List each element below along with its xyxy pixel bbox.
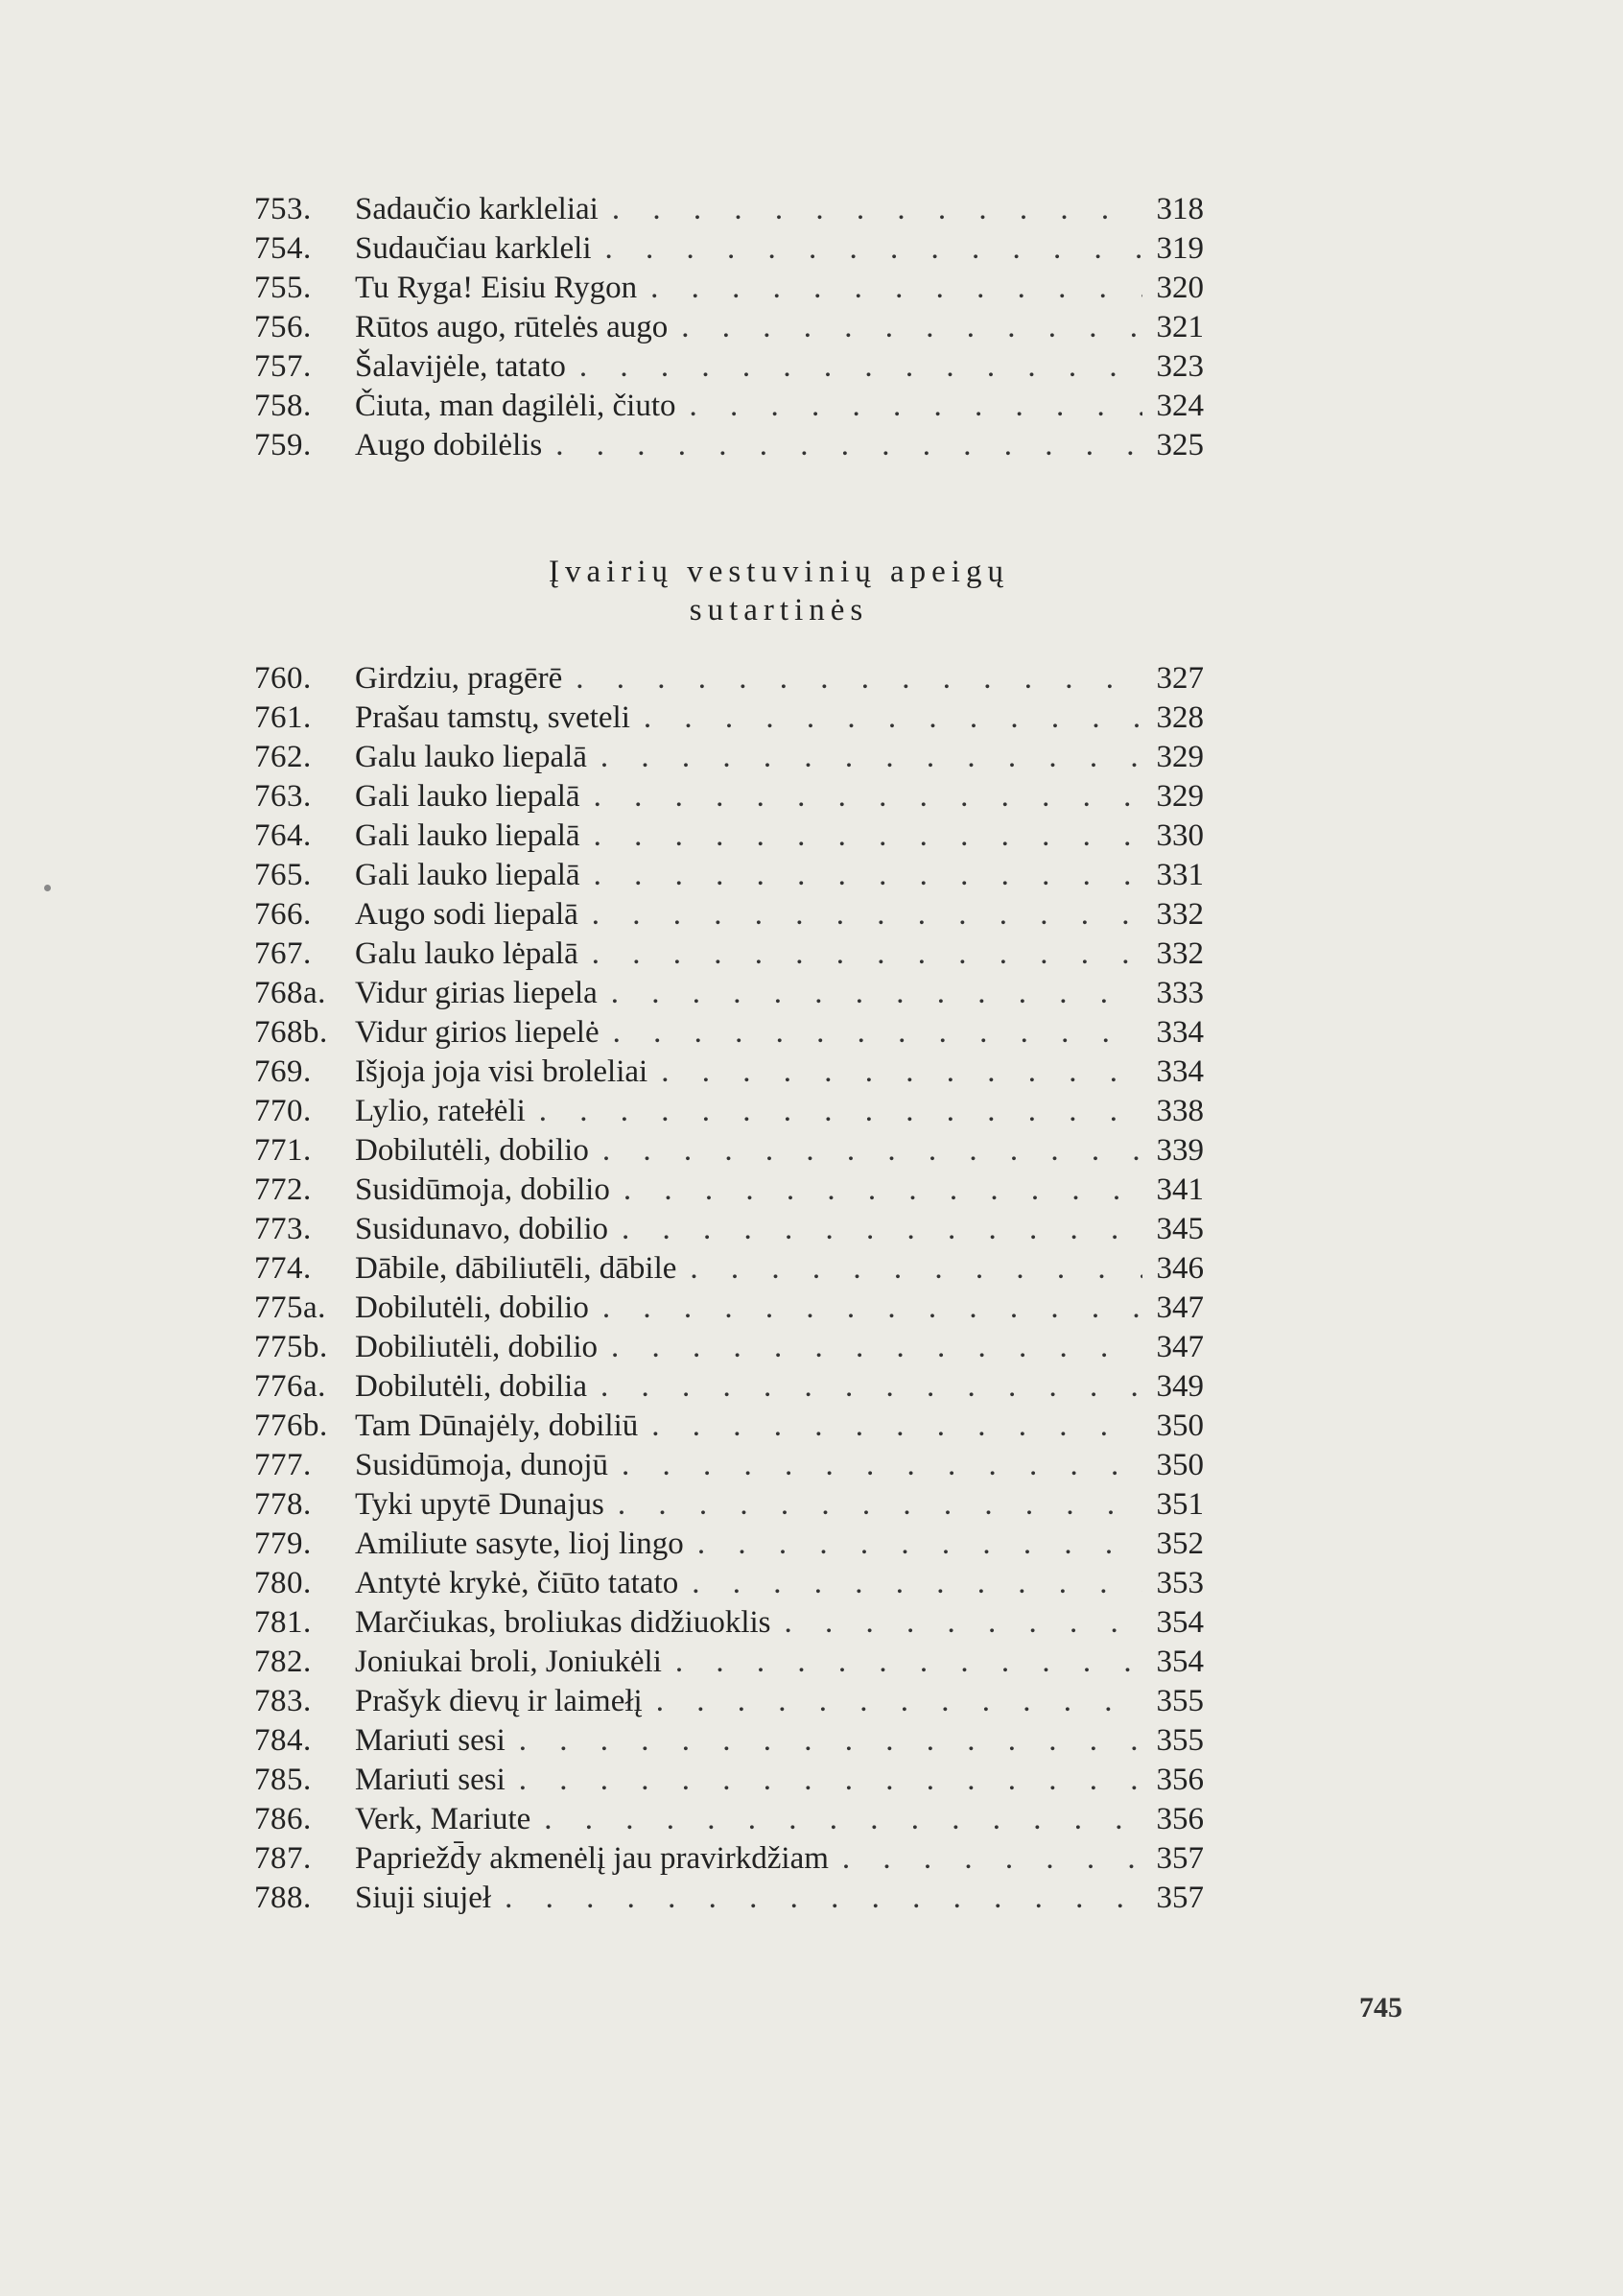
- entry-title: Augo dobilėlis: [355, 428, 543, 462]
- entry-page: 353: [1156, 1566, 1204, 1600]
- toc-entry: [254, 1210, 1204, 1249]
- dot-leader: [602, 1289, 1142, 1328]
- dot-leader: [697, 1525, 1142, 1564]
- toc-entry: [254, 1761, 1204, 1800]
- entry-number: 766.: [254, 897, 312, 932]
- entry-title: Dobilutėli, dobilio: [355, 1133, 589, 1168]
- entry-number: 780.: [254, 1566, 312, 1600]
- toc-entry: [254, 190, 1204, 229]
- entry-title: Rūtos augo, rūtelės augo: [355, 310, 669, 344]
- entry-title: Sadaučio karkleliai: [355, 192, 599, 226]
- toc-entry: [254, 1249, 1204, 1289]
- entry-number: 769.: [254, 1054, 312, 1089]
- dot-leader: [592, 935, 1142, 974]
- entry-number: 764.: [254, 818, 312, 853]
- entry-number: 776b.: [254, 1408, 328, 1443]
- entry-page: 347: [1156, 1330, 1204, 1364]
- dot-leader: [618, 1485, 1142, 1525]
- dot-leader: [690, 387, 1142, 426]
- entry-page: 354: [1156, 1605, 1204, 1640]
- entry-number: 755.: [254, 271, 312, 305]
- entry-number: 771.: [254, 1133, 312, 1168]
- dot-leader: [842, 1839, 1142, 1879]
- entry-page: 338: [1156, 1094, 1204, 1128]
- toc-entry: [254, 1053, 1204, 1092]
- toc-entry: [254, 1328, 1204, 1367]
- dot-leader: [613, 1013, 1142, 1053]
- dot-leader: [644, 698, 1142, 738]
- entry-page: 357: [1156, 1881, 1204, 1915]
- entry-number: 778.: [254, 1487, 312, 1522]
- dot-leader: [594, 777, 1142, 817]
- entry-number: 781.: [254, 1605, 312, 1640]
- entry-number: 770.: [254, 1094, 312, 1128]
- entry-title: Augo sodi liepalā: [355, 897, 578, 932]
- dot-leader: [539, 1092, 1142, 1131]
- dot-leader: [650, 269, 1142, 308]
- dot-leader: [544, 1800, 1142, 1839]
- dot-leader: [690, 1249, 1142, 1289]
- dot-leader: [555, 426, 1142, 465]
- entry-page: 321: [1156, 310, 1204, 344]
- toc-entry: [254, 426, 1204, 465]
- dot-leader: [611, 974, 1142, 1013]
- entry-title: Siuji siujeł: [355, 1881, 492, 1915]
- toc-entry: [254, 269, 1204, 308]
- entry-title: Papriežd̄y akmenėlį jau pravirkdžiam: [355, 1841, 829, 1876]
- toc-list-b: [254, 659, 1204, 1918]
- page-number: 745: [1359, 1992, 1402, 2024]
- entry-title: Gali lauko liepalā: [355, 779, 580, 814]
- toc-entry: [254, 817, 1204, 856]
- entry-title: Gali lauko liepalā: [355, 818, 580, 853]
- entry-number: 759.: [254, 428, 312, 462]
- entry-number: 758.: [254, 389, 312, 423]
- entry-title: Susidunavo, dobilio: [355, 1212, 609, 1246]
- entry-title: Joniukai broli, Joniukėli: [355, 1645, 662, 1679]
- dot-leader: [592, 895, 1142, 935]
- entry-page: 356: [1156, 1802, 1204, 1836]
- toc-entry: [254, 1839, 1204, 1879]
- toc-entry: [254, 1603, 1204, 1643]
- dot-leader: [623, 1171, 1142, 1210]
- toc-entry: [254, 1485, 1204, 1525]
- toc-entry: [254, 856, 1204, 895]
- entry-number: 784.: [254, 1723, 312, 1758]
- entry-page: 341: [1156, 1172, 1204, 1207]
- entry-page: 332: [1156, 936, 1204, 971]
- entry-number: 767.: [254, 936, 312, 971]
- toc-entry: [254, 1367, 1204, 1407]
- dot-leader: [785, 1603, 1142, 1643]
- entry-page: 333: [1156, 976, 1204, 1010]
- entry-page: 347: [1156, 1290, 1204, 1325]
- entry-page: 350: [1156, 1408, 1204, 1443]
- dot-leader: [656, 1682, 1142, 1721]
- entry-number: 775a.: [254, 1290, 326, 1325]
- section-heading-line2: sutartinės: [689, 593, 869, 627]
- entry-page: 329: [1156, 779, 1204, 814]
- dot-leader: [612, 190, 1142, 229]
- entry-title: Susidūmoja, dobilio: [355, 1172, 610, 1207]
- entry-title: Susidūmoja, dunojū: [355, 1448, 609, 1482]
- toc-entry: [254, 659, 1204, 698]
- entry-title: Antytė krykė, čiūto tatato: [355, 1566, 679, 1600]
- toc-entry: [254, 1407, 1204, 1446]
- entry-number: 762.: [254, 740, 312, 774]
- dot-leader: [579, 347, 1142, 387]
- dot-leader: [605, 229, 1142, 269]
- entry-number: 787.: [254, 1841, 312, 1876]
- entry-title: Tyki upytē Dunajus: [355, 1487, 604, 1522]
- toc-entry: [254, 387, 1204, 426]
- entry-title: Išjoja joja visi broleliai: [355, 1054, 648, 1089]
- entry-title: Dābile, dābiliutēli, dābile: [355, 1251, 677, 1286]
- dot-leader: [519, 1761, 1142, 1800]
- entry-page: 346: [1156, 1251, 1204, 1286]
- entry-page: 355: [1156, 1684, 1204, 1718]
- entry-page: 351: [1156, 1487, 1204, 1522]
- entry-page: 357: [1156, 1841, 1204, 1876]
- toc-entry: [254, 777, 1204, 817]
- entry-title: Gali lauko liepalā: [355, 858, 580, 892]
- entry-number: 774.: [254, 1251, 312, 1286]
- entry-number: 768a.: [254, 976, 326, 1010]
- toc-entry: [254, 347, 1204, 387]
- dot-leader: [692, 1564, 1142, 1603]
- entry-page: 319: [1156, 231, 1204, 266]
- entry-page: 332: [1156, 897, 1204, 932]
- entry-title: Sudaučiau karkleli: [355, 231, 592, 266]
- toc-entry: [254, 698, 1204, 738]
- dot-leader: [661, 1053, 1142, 1092]
- entry-page: 354: [1156, 1645, 1204, 1679]
- dot-leader: [505, 1879, 1142, 1918]
- entry-title: Vidur girios liepelė: [355, 1015, 600, 1050]
- entry-page: 329: [1156, 740, 1204, 774]
- toc-entry: [254, 935, 1204, 974]
- dot-leader: [600, 738, 1142, 777]
- entry-number: 765.: [254, 858, 312, 892]
- entry-page: 325: [1156, 428, 1204, 462]
- toc-entry: [254, 1171, 1204, 1210]
- entry-number: 783.: [254, 1684, 312, 1718]
- toc-entry: [254, 974, 1204, 1013]
- toc-entry: [254, 1682, 1204, 1721]
- dot-leader: [602, 1131, 1142, 1171]
- dot-leader: [594, 856, 1142, 895]
- entry-title: Mariuti sesi: [355, 1763, 506, 1797]
- toc-list-a: [254, 190, 1204, 465]
- entry-title: Prašau tamstų, sveteli: [355, 700, 630, 735]
- entry-number: 776a.: [254, 1369, 326, 1404]
- entry-title: Šalavijėle, tatato: [355, 349, 566, 384]
- toc-entry: [254, 1721, 1204, 1761]
- toc-entry: [254, 1013, 1204, 1053]
- entry-title: Galu lauko liepalā: [355, 740, 587, 774]
- entry-page: 323: [1156, 349, 1204, 384]
- toc-entry: [254, 1525, 1204, 1564]
- dot-leader: [600, 1367, 1142, 1407]
- toc-entry: [254, 1879, 1204, 1918]
- entry-page: 355: [1156, 1723, 1204, 1758]
- entry-page: 327: [1156, 661, 1204, 696]
- entry-page: 356: [1156, 1763, 1204, 1797]
- entry-page: 345: [1156, 1212, 1204, 1246]
- entry-page: 320: [1156, 271, 1204, 305]
- entry-title: Vidur girias liepela: [355, 976, 598, 1010]
- toc-entry: [254, 1289, 1204, 1328]
- entry-page: 331: [1156, 858, 1204, 892]
- dot-leader: [651, 1407, 1142, 1446]
- entry-page: 328: [1156, 700, 1204, 735]
- entry-page: 324: [1156, 389, 1204, 423]
- dot-leader: [611, 1328, 1142, 1367]
- entry-title: Dobilutėli, dobilia: [355, 1369, 587, 1404]
- entry-title: Dobilutėli, dobilio: [355, 1290, 589, 1325]
- dot-leader: [519, 1721, 1142, 1761]
- entry-number: 777.: [254, 1448, 312, 1482]
- entry-page: 349: [1156, 1369, 1204, 1404]
- paper-speck: [44, 885, 51, 891]
- toc-entry: [254, 1643, 1204, 1682]
- entry-number: 772.: [254, 1172, 312, 1207]
- toc-entry: [254, 895, 1204, 935]
- entry-number: 756.: [254, 310, 312, 344]
- entry-number: 782.: [254, 1645, 312, 1679]
- entry-page: 334: [1156, 1015, 1204, 1050]
- entry-number: 775b.: [254, 1330, 328, 1364]
- dot-leader: [675, 1643, 1142, 1682]
- entry-number: 768b.: [254, 1015, 328, 1050]
- entry-number: 763.: [254, 779, 312, 814]
- entry-title: Dobiliutėli, dobilio: [355, 1330, 598, 1364]
- toc-entry: [254, 229, 1204, 269]
- dot-leader: [622, 1210, 1142, 1249]
- section-heading: Įvairių vestuvinių apeigų: [549, 555, 1009, 589]
- entry-title: Tu Ryga! Eisiu Rygon: [355, 271, 638, 305]
- toc-entry: [254, 1092, 1204, 1131]
- toc-entry: [254, 308, 1204, 347]
- entry-number: 761.: [254, 700, 312, 735]
- toc-entry: [254, 1564, 1204, 1603]
- entry-number: 753.: [254, 192, 312, 226]
- entry-page: 339: [1156, 1133, 1204, 1168]
- entry-title: Verk, Mariute: [355, 1802, 531, 1836]
- entry-title: Lylio, ratełėli: [355, 1094, 526, 1128]
- entry-page: 334: [1156, 1054, 1204, 1089]
- entry-title: Girdziu, pragērē: [355, 661, 563, 696]
- entry-title: Galu lauko lėpalā: [355, 936, 578, 971]
- entry-number: 773.: [254, 1212, 312, 1246]
- toc-entry: [254, 1446, 1204, 1485]
- entry-page: 330: [1156, 818, 1204, 853]
- entry-number: 757.: [254, 349, 312, 384]
- entry-page: 318: [1156, 192, 1204, 226]
- toc-entry: [254, 1131, 1204, 1171]
- entry-title: Tam Dūnajėly, dobiliū: [355, 1408, 639, 1443]
- dot-leader: [576, 659, 1142, 698]
- entry-page: 352: [1156, 1527, 1204, 1561]
- entry-number: 779.: [254, 1527, 312, 1561]
- entry-title: Marčiukas, broliukas didžiuoklis: [355, 1605, 771, 1640]
- entry-title: Čiuta, man dagilėli, čiuto: [355, 389, 676, 423]
- dot-leader: [622, 1446, 1142, 1485]
- entry-number: 785.: [254, 1763, 312, 1797]
- dot-leader: [681, 308, 1142, 347]
- entry-title: Prašyk dievų ir laimełį: [355, 1684, 643, 1718]
- entry-number: 786.: [254, 1802, 312, 1836]
- entry-number: 760.: [254, 661, 312, 696]
- entry-page: 350: [1156, 1448, 1204, 1482]
- toc-entry: [254, 1800, 1204, 1839]
- entry-number: 754.: [254, 231, 312, 266]
- toc-entry: [254, 738, 1204, 777]
- entry-number: 788.: [254, 1881, 312, 1915]
- entry-title: Mariuti sesi: [355, 1723, 506, 1758]
- entry-title: Amiliute sasyte, lioj lingo: [355, 1527, 684, 1561]
- dot-leader: [594, 817, 1142, 856]
